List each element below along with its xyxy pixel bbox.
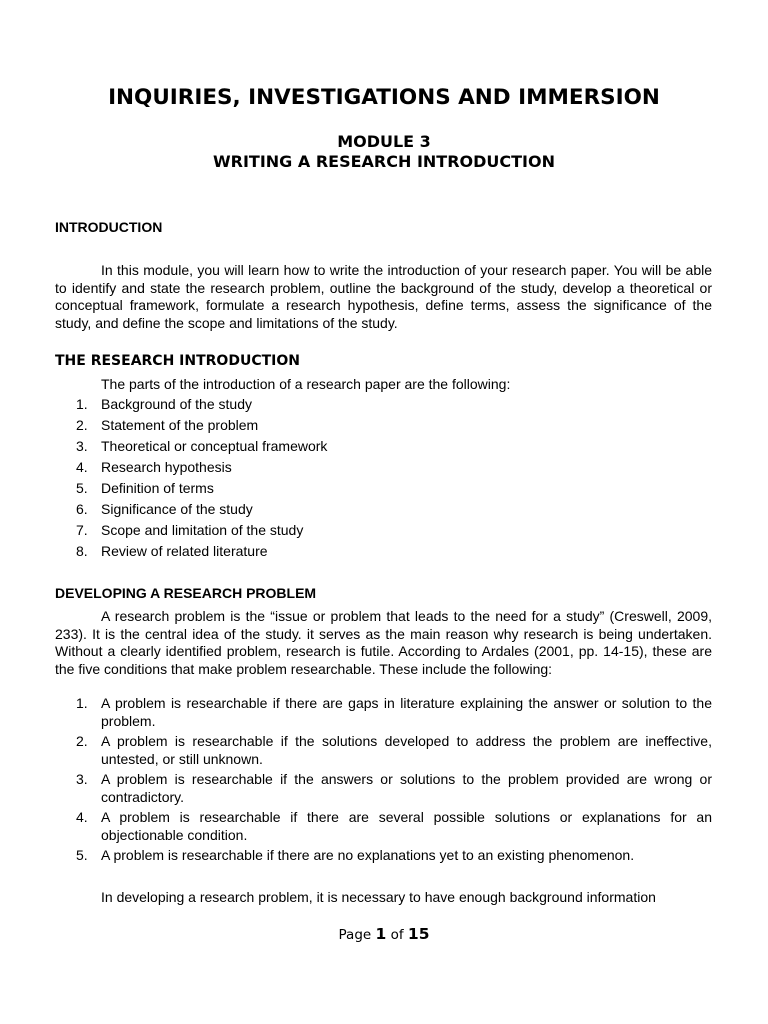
page-footer <box>0 925 768 943</box>
list-number: 4. <box>76 809 88 825</box>
list-number: 5. <box>76 480 88 496</box>
list-item <box>55 415 712 436</box>
list-text: A problem is researchable if the answers or solutions to the problem provided are wrong or contradictory. <box>101 771 712 805</box>
list-number: 2. <box>76 417 88 433</box>
conditions-list <box>55 695 712 868</box>
list-number: 2. <box>76 733 88 749</box>
list-text: A problem is researchable if the solutions developed to address the problem are ineffective, untested, or still unknown. <box>101 733 712 767</box>
list-text: Research hypothesis <box>101 459 232 475</box>
list-number: 4. <box>76 459 88 475</box>
list-item <box>55 771 712 806</box>
list-number: 8. <box>76 543 88 559</box>
list-item <box>55 478 712 499</box>
list-text: Statement of the problem <box>101 417 259 433</box>
list-number: 5. <box>76 847 88 863</box>
list-item <box>55 499 712 520</box>
list-item <box>55 809 712 844</box>
list-text: A problem is researchable if there are several possible solutions or explanations for an objectionable condition. <box>101 809 712 843</box>
closing-paragraph: In developing a research problem, it is necessary to have enough background information <box>101 889 656 905</box>
list-number: 6. <box>76 501 88 517</box>
list-text: Definition of terms <box>101 480 214 496</box>
parts-list <box>55 394 712 562</box>
list-item <box>55 520 712 541</box>
list-text: A problem is researchable if there are no explanations yet to an existing phenomenon. <box>101 847 635 863</box>
list-item <box>55 541 712 562</box>
total-pages: 15 <box>407 925 430 943</box>
list-item <box>55 733 712 768</box>
introduction-paragraph: In this module, you will learn how to write the introduction of your research paper. You will be able to identify and state the research problem, outline the background of the study, develop a theoretical or conceptual framework, formulate a research hypothesis, define terms, assess the significance of the study, and define the scope and limitations of the study. <box>55 262 712 331</box>
of-word: of <box>390 927 404 943</box>
list-text: Review of related literature <box>101 543 268 559</box>
list-text: Background of the study <box>101 396 252 412</box>
current-page: 1 <box>375 925 387 943</box>
research-intro-lead: The parts of the introduction of a research paper are the following: <box>101 376 511 392</box>
list-text: Theoretical or conceptual framework <box>101 438 328 454</box>
document-title: INQUIRIES, INVESTIGATIONS AND IMMERSION <box>108 85 660 110</box>
list-item <box>55 457 712 478</box>
list-number: 1. <box>76 396 88 412</box>
list-item <box>55 847 712 865</box>
research-problem-paragraph: A research problem is the “issue or problem that leads to the need for a study” (Creswell, 2009, 233). It is the central idea of the study. it serves as the main reason why research is being undertaken. Without a clearly identified problem, research is futile. According to Ardales (2001, pp. 14-15), these are the five conditions that make problem researchable. These include the following: <box>55 608 712 677</box>
list-text: A problem is researchable if there are gaps in literature explaining the answer or solution to the problem. <box>101 695 712 729</box>
introduction-heading: INTRODUCTION <box>55 219 163 235</box>
list-text: Significance of the study <box>101 501 253 517</box>
list-number: 1. <box>76 695 88 711</box>
research-intro-heading: THE RESEARCH INTRODUCTION <box>55 353 300 369</box>
list-number: 3. <box>76 438 88 454</box>
page-word: Page <box>338 927 372 943</box>
list-number: 3. <box>76 771 88 787</box>
list-item <box>55 394 712 415</box>
module-title: WRITING A RESEARCH INTRODUCTION <box>213 152 555 171</box>
research-problem-heading: DEVELOPING A RESEARCH PROBLEM <box>55 585 317 601</box>
list-text: Scope and limitation of the study <box>101 522 304 538</box>
list-item <box>55 695 712 730</box>
module-number: MODULE 3 <box>337 132 431 151</box>
list-item <box>55 436 712 457</box>
list-number: 7. <box>76 522 88 538</box>
